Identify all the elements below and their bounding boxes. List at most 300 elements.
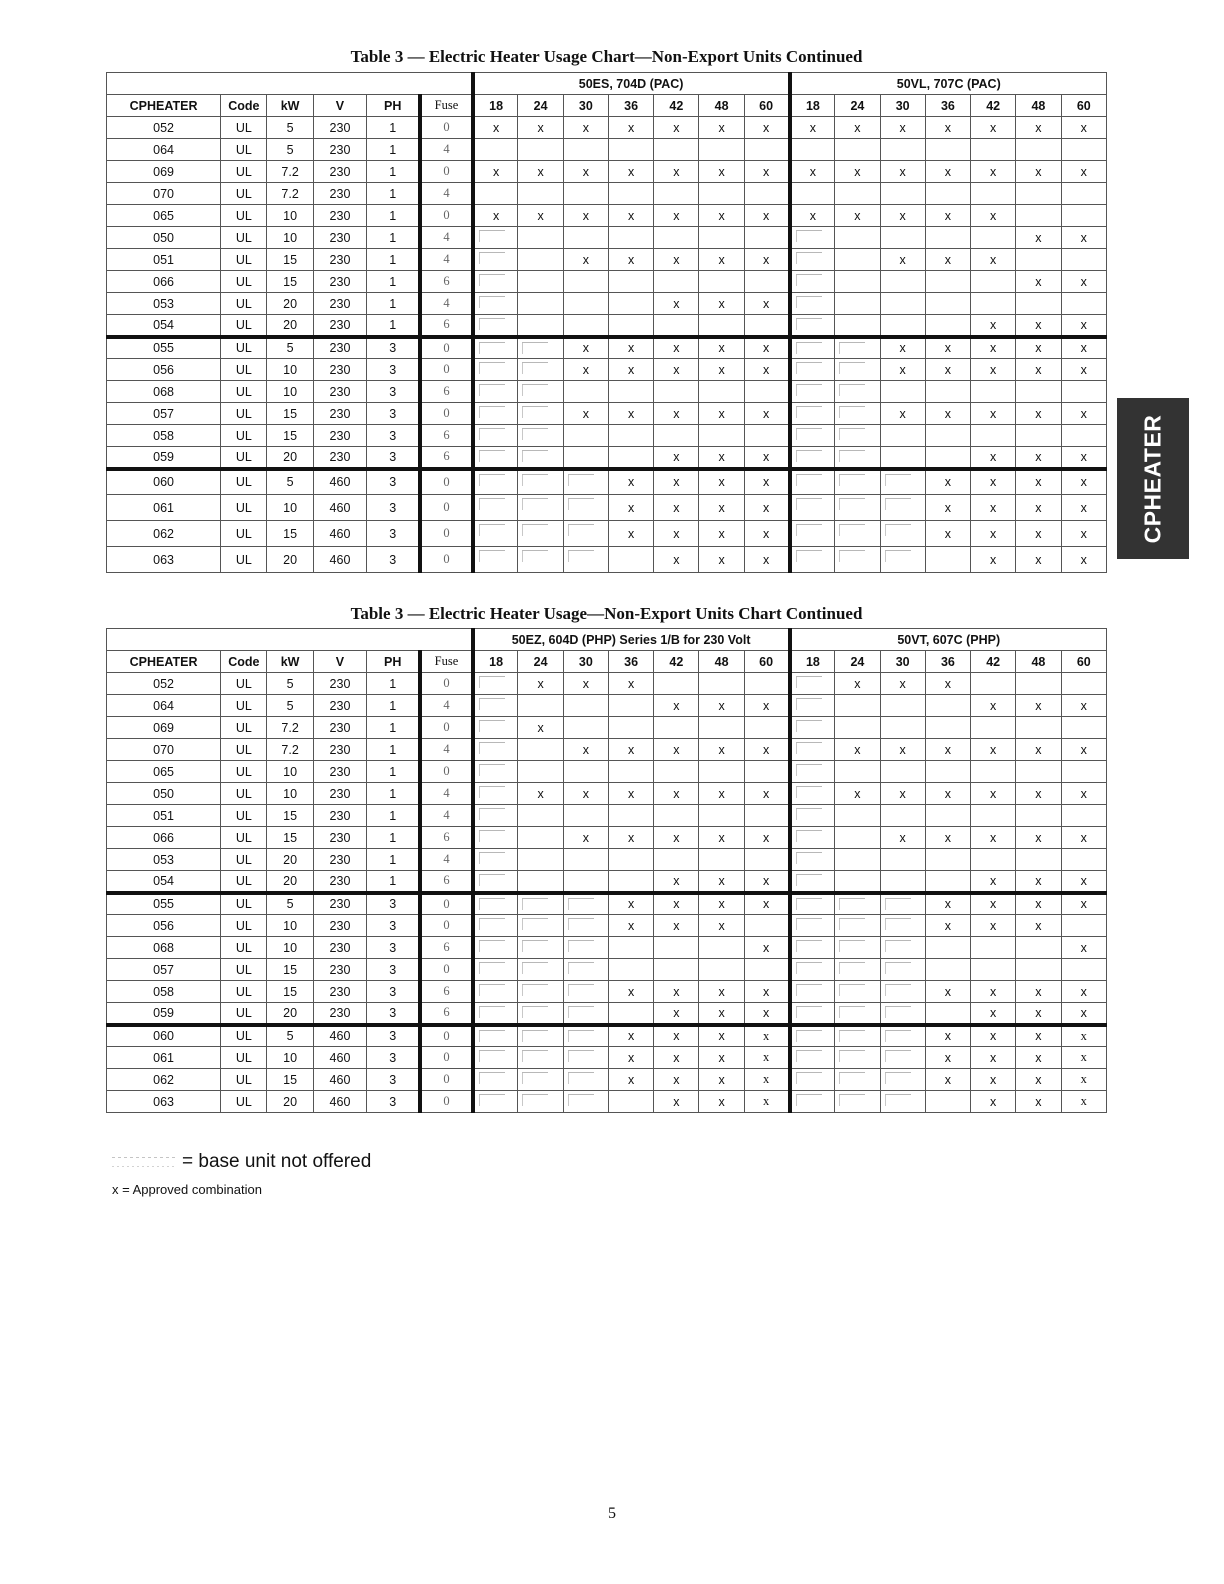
table-row: [107, 359, 1107, 381]
size-header: 36: [925, 95, 970, 117]
row-value-cell: 070: [107, 183, 221, 205]
not-offered-cell: [790, 959, 835, 981]
approved-cell: x: [699, 739, 744, 761]
approved-cell: x: [880, 161, 925, 183]
not-offered-cell: [518, 915, 563, 937]
row-value-cell: 1: [367, 805, 420, 827]
unit-group-header: 50VT, 607C (PHP): [790, 629, 1107, 651]
table-row: [107, 139, 1107, 161]
row-value-cell: UL: [221, 1069, 267, 1091]
row-value-cell: 0: [420, 469, 473, 495]
empty-cell: [971, 673, 1016, 695]
table-row: [107, 249, 1107, 271]
page-number: 5: [608, 1505, 616, 1522]
approved-cell: x: [971, 403, 1016, 425]
empty-cell: [880, 761, 925, 783]
not-offered-cell: [790, 521, 835, 547]
row-value-cell: 3: [367, 359, 420, 381]
approved-cell: x: [699, 337, 744, 359]
empty-cell: [518, 227, 563, 249]
not-offered-cell: [790, 739, 835, 761]
approved-cell: x: [654, 521, 699, 547]
not-offered-cell: [473, 403, 518, 425]
empty-cell: [971, 761, 1016, 783]
row-value-cell: 057: [107, 959, 221, 981]
approved-cell: x: [654, 547, 699, 573]
empty-cell: [835, 271, 880, 293]
empty-cell: [925, 761, 970, 783]
row-value-cell: 20: [267, 447, 313, 469]
empty-cell: [699, 425, 744, 447]
empty-cell: [880, 183, 925, 205]
approved-cell: x: [654, 915, 699, 937]
approved-cell: x: [925, 337, 970, 359]
empty-cell: [563, 425, 608, 447]
row-value-cell: 3: [367, 425, 420, 447]
table-row: [107, 403, 1107, 425]
row-value-cell: 7.2: [267, 717, 313, 739]
empty-cell: [699, 381, 744, 403]
size-header: 42: [971, 651, 1016, 673]
not-offered-cell: [790, 315, 835, 337]
row-value-cell: 15: [267, 827, 313, 849]
row-value-cell: 057: [107, 403, 221, 425]
not-offered-cell: [473, 337, 518, 359]
approved-cell: x: [744, 1047, 789, 1069]
empty-cell: [518, 761, 563, 783]
not-offered-cell: [563, 959, 608, 981]
row-value-cell: 460: [313, 495, 366, 521]
empty-cell: [971, 849, 1016, 871]
approved-cell: x: [971, 1025, 1016, 1047]
row-value-cell: 20: [267, 1091, 313, 1113]
approved-cell: x: [1016, 1069, 1061, 1091]
row-value-cell: UL: [221, 293, 267, 315]
empty-cell: [880, 139, 925, 161]
empty-cell: [563, 849, 608, 871]
size-header: 18: [790, 651, 835, 673]
not-offered-cell: [880, 1003, 925, 1025]
approved-cell: x: [699, 915, 744, 937]
not-offered-swatch: [112, 1155, 176, 1169]
not-offered-cell: [518, 447, 563, 469]
approved-cell: x: [699, 495, 744, 521]
empty-cell: [699, 271, 744, 293]
row-value-cell: UL: [221, 337, 267, 359]
empty-cell: [654, 673, 699, 695]
approved-cell: x: [1061, 469, 1106, 495]
size-header: 36: [608, 95, 653, 117]
approved-cell: x: [608, 673, 653, 695]
approved-cell: x: [699, 783, 744, 805]
not-offered-cell: [880, 495, 925, 521]
approved-cell: x: [1016, 1047, 1061, 1069]
row-value-cell: 068: [107, 937, 221, 959]
row-value-cell: UL: [221, 227, 267, 249]
empty-cell: [518, 827, 563, 849]
table-row: [107, 1025, 1107, 1047]
row-value-cell: 230: [313, 695, 366, 717]
approved-cell: x: [880, 403, 925, 425]
empty-cell: [925, 1003, 970, 1025]
empty-cell: [925, 271, 970, 293]
not-offered-cell: [563, 893, 608, 915]
approved-cell: x: [925, 1069, 970, 1091]
approved-cell: x: [971, 117, 1016, 139]
row-value-cell: UL: [221, 783, 267, 805]
row-value-cell: UL: [221, 117, 267, 139]
empty-cell: [971, 293, 1016, 315]
table-row: [107, 117, 1107, 139]
approved-cell: x: [1061, 695, 1106, 717]
approved-cell: x: [608, 521, 653, 547]
approved-cell: x: [654, 739, 699, 761]
table-row: [107, 673, 1107, 695]
not-offered-cell: [835, 915, 880, 937]
row-value-cell: 230: [313, 425, 366, 447]
approved-cell: x: [880, 205, 925, 227]
empty-cell: [699, 959, 744, 981]
row-value-cell: 20: [267, 871, 313, 893]
row-value-cell: 6: [420, 271, 473, 293]
row-value-cell: UL: [221, 425, 267, 447]
approved-cell: x: [563, 739, 608, 761]
empty-cell: [1061, 915, 1106, 937]
row-value-cell: 230: [313, 337, 366, 359]
not-offered-cell: [473, 1047, 518, 1069]
not-offered-cell: [473, 805, 518, 827]
row-value-cell: 054: [107, 871, 221, 893]
empty-cell: [744, 381, 789, 403]
not-offered-cell: [880, 959, 925, 981]
empty-cell: [654, 139, 699, 161]
approved-cell: x: [654, 871, 699, 893]
row-value-cell: 070: [107, 739, 221, 761]
row-value-cell: UL: [221, 271, 267, 293]
approved-cell: x: [971, 205, 1016, 227]
unit-group-header: 50EZ, 604D (PHP) Series 1/B for 230 Volt: [473, 629, 790, 651]
approved-cell: x: [654, 495, 699, 521]
not-offered-cell: [473, 1025, 518, 1047]
table-row: [107, 871, 1107, 893]
approved-cell: x: [608, 403, 653, 425]
empty-cell: [744, 227, 789, 249]
empty-cell: [608, 761, 653, 783]
empty-cell: [608, 871, 653, 893]
approved-cell: x: [518, 783, 563, 805]
not-offered-cell: [563, 495, 608, 521]
not-offered-cell: [473, 315, 518, 337]
not-offered-cell: [518, 959, 563, 981]
empty-cell: [654, 761, 699, 783]
row-value-cell: 053: [107, 849, 221, 871]
row-value-cell: 061: [107, 495, 221, 521]
approved-cell: x: [835, 161, 880, 183]
row-value-cell: UL: [221, 521, 267, 547]
not-offered-cell: [518, 381, 563, 403]
row-value-cell: 230: [313, 359, 366, 381]
table-row: [107, 315, 1107, 337]
empty-cell: [835, 315, 880, 337]
row-value-cell: UL: [221, 249, 267, 271]
approved-cell: x: [1061, 271, 1106, 293]
row-value-cell: 065: [107, 205, 221, 227]
not-offered-cell: [835, 981, 880, 1003]
approved-cell: x: [744, 893, 789, 915]
not-offered-cell: [563, 915, 608, 937]
empty-cell: [971, 717, 1016, 739]
row-value-cell: 065: [107, 761, 221, 783]
empty-cell: [835, 849, 880, 871]
size-header: 18: [473, 95, 518, 117]
not-offered-cell: [790, 359, 835, 381]
approved-cell: x: [1061, 937, 1106, 959]
approved-cell: x: [699, 1003, 744, 1025]
not-offered-cell: [835, 893, 880, 915]
legend-approved: x = Approved combination: [112, 1182, 262, 1197]
table-row: [107, 271, 1107, 293]
row-value-cell: 062: [107, 521, 221, 547]
approved-cell: x: [699, 1047, 744, 1069]
approved-cell: x: [1016, 783, 1061, 805]
approved-cell: x: [1061, 1025, 1106, 1047]
approved-cell: x: [699, 827, 744, 849]
row-value-cell: 3: [367, 937, 420, 959]
approved-cell: x: [1016, 117, 1061, 139]
row-value-cell: 230: [313, 161, 366, 183]
empty-cell: [880, 447, 925, 469]
row-value-cell: UL: [221, 315, 267, 337]
empty-cell: [835, 249, 880, 271]
approved-cell: x: [971, 871, 1016, 893]
blank-header-cell: [107, 73, 473, 95]
approved-cell: x: [699, 893, 744, 915]
empty-cell: [563, 227, 608, 249]
row-value-cell: 3: [367, 915, 420, 937]
row-value-cell: 10: [267, 937, 313, 959]
size-header: 60: [744, 651, 789, 673]
empty-cell: [699, 849, 744, 871]
empty-cell: [835, 827, 880, 849]
approved-cell: x: [654, 1069, 699, 1091]
empty-cell: [563, 183, 608, 205]
not-offered-cell: [518, 1003, 563, 1025]
row-value-cell: 230: [313, 271, 366, 293]
approved-cell: x: [699, 293, 744, 315]
not-offered-cell: [790, 1003, 835, 1025]
empty-cell: [880, 315, 925, 337]
approved-cell: x: [1061, 521, 1106, 547]
approved-cell: x: [654, 1003, 699, 1025]
row-value-cell: 3: [367, 521, 420, 547]
row-value-cell: 230: [313, 227, 366, 249]
row-value-cell: 230: [313, 249, 366, 271]
row-value-cell: 064: [107, 139, 221, 161]
size-header: 60: [744, 95, 789, 117]
row-value-cell: 5: [267, 695, 313, 717]
table-row: [107, 205, 1107, 227]
table-row: [107, 547, 1107, 573]
row-value-cell: UL: [221, 1047, 267, 1069]
row-value-cell: 056: [107, 915, 221, 937]
row-value-cell: 6: [420, 425, 473, 447]
approved-cell: x: [744, 981, 789, 1003]
empty-cell: [835, 695, 880, 717]
empty-cell: [608, 381, 653, 403]
approved-cell: x: [835, 673, 880, 695]
row-value-cell: 0: [420, 1091, 473, 1113]
row-value-cell: 0: [420, 161, 473, 183]
empty-cell: [608, 293, 653, 315]
size-header: 42: [654, 651, 699, 673]
row-value-cell: 460: [313, 521, 366, 547]
row-value-cell: 1: [367, 827, 420, 849]
approved-cell: x: [608, 827, 653, 849]
row-value-cell: 10: [267, 915, 313, 937]
not-offered-cell: [473, 1003, 518, 1025]
row-value-cell: 0: [420, 337, 473, 359]
empty-cell: [608, 183, 653, 205]
approved-cell: x: [654, 469, 699, 495]
approved-cell: x: [654, 893, 699, 915]
row-value-cell: 10: [267, 227, 313, 249]
empty-cell: [880, 271, 925, 293]
empty-cell: [971, 381, 1016, 403]
row-value-cell: 0: [420, 1025, 473, 1047]
approved-cell: x: [654, 359, 699, 381]
row-value-cell: 1: [367, 761, 420, 783]
empty-cell: [925, 1091, 970, 1113]
row-value-cell: 230: [313, 871, 366, 893]
not-offered-cell: [473, 547, 518, 573]
approved-cell: x: [971, 1003, 1016, 1025]
empty-cell: [699, 673, 744, 695]
row-value-cell: UL: [221, 849, 267, 871]
empty-cell: [1061, 249, 1106, 271]
empty-cell: [971, 227, 1016, 249]
empty-cell: [608, 271, 653, 293]
approved-cell: x: [1061, 337, 1106, 359]
not-offered-cell: [790, 1069, 835, 1091]
not-offered-cell: [880, 1047, 925, 1069]
row-value-cell: UL: [221, 359, 267, 381]
row-value-cell: 230: [313, 827, 366, 849]
approved-cell: x: [1016, 337, 1061, 359]
row-value-cell: 6: [420, 381, 473, 403]
approved-cell: x: [518, 117, 563, 139]
size-header: 60: [1061, 651, 1106, 673]
row-value-cell: 10: [267, 359, 313, 381]
approved-cell: x: [925, 403, 970, 425]
table-row: [107, 227, 1107, 249]
approved-cell: x: [654, 249, 699, 271]
table-row: [107, 717, 1107, 739]
empty-cell: [925, 139, 970, 161]
empty-cell: [880, 695, 925, 717]
not-offered-cell: [790, 1091, 835, 1113]
row-value-cell: 460: [313, 1091, 366, 1113]
approved-cell: x: [925, 205, 970, 227]
approved-cell: x: [1061, 1003, 1106, 1025]
approved-cell: x: [563, 403, 608, 425]
row-value-cell: UL: [221, 403, 267, 425]
empty-cell: [473, 183, 518, 205]
row-value-cell: 15: [267, 425, 313, 447]
not-offered-cell: [563, 1091, 608, 1113]
empty-cell: [654, 849, 699, 871]
approved-cell: x: [925, 161, 970, 183]
not-offered-cell: [835, 337, 880, 359]
not-offered-cell: [518, 1047, 563, 1069]
approved-cell: x: [744, 827, 789, 849]
empty-cell: [744, 849, 789, 871]
row-value-cell: 0: [420, 717, 473, 739]
size-header: 30: [563, 651, 608, 673]
empty-cell: [654, 425, 699, 447]
not-offered-cell: [835, 425, 880, 447]
empty-cell: [518, 871, 563, 893]
row-value-cell: 4: [420, 739, 473, 761]
approved-cell: x: [1061, 359, 1106, 381]
row-value-cell: 20: [267, 547, 313, 573]
empty-cell: [563, 381, 608, 403]
row-value-cell: 0: [420, 959, 473, 981]
row-value-cell: 15: [267, 959, 313, 981]
not-offered-cell: [518, 521, 563, 547]
row-value-cell: 066: [107, 827, 221, 849]
approved-cell: x: [1016, 871, 1061, 893]
approved-cell: x: [971, 469, 1016, 495]
approved-cell: x: [925, 915, 970, 937]
approved-cell: x: [925, 739, 970, 761]
approved-cell: x: [744, 495, 789, 521]
table-row: [107, 1047, 1107, 1069]
row-value-cell: UL: [221, 695, 267, 717]
row-value-cell: 230: [313, 893, 366, 915]
empty-cell: [1061, 293, 1106, 315]
row-value-cell: 230: [313, 981, 366, 1003]
empty-cell: [925, 293, 970, 315]
empty-cell: [1016, 249, 1061, 271]
not-offered-cell: [835, 959, 880, 981]
approved-cell: x: [654, 447, 699, 469]
empty-cell: [608, 547, 653, 573]
approved-cell: x: [654, 117, 699, 139]
empty-cell: [518, 849, 563, 871]
approved-cell: x: [1061, 117, 1106, 139]
table-row: [107, 695, 1107, 717]
column-header: CPHEATER: [107, 651, 221, 673]
row-value-cell: 4: [420, 227, 473, 249]
approved-cell: x: [971, 547, 1016, 573]
row-value-cell: UL: [221, 761, 267, 783]
row-value-cell: 051: [107, 805, 221, 827]
not-offered-cell: [835, 1025, 880, 1047]
row-value-cell: UL: [221, 381, 267, 403]
size-header: 36: [925, 651, 970, 673]
column-header: Code: [221, 95, 267, 117]
approved-cell: x: [608, 249, 653, 271]
row-value-cell: 460: [313, 1047, 366, 1069]
empty-cell: [654, 717, 699, 739]
not-offered-cell: [473, 271, 518, 293]
row-value-cell: 230: [313, 673, 366, 695]
row-value-cell: 3: [367, 893, 420, 915]
row-value-cell: 230: [313, 805, 366, 827]
empty-cell: [1016, 937, 1061, 959]
table-row: [107, 1069, 1107, 1091]
approved-cell: x: [654, 1091, 699, 1113]
